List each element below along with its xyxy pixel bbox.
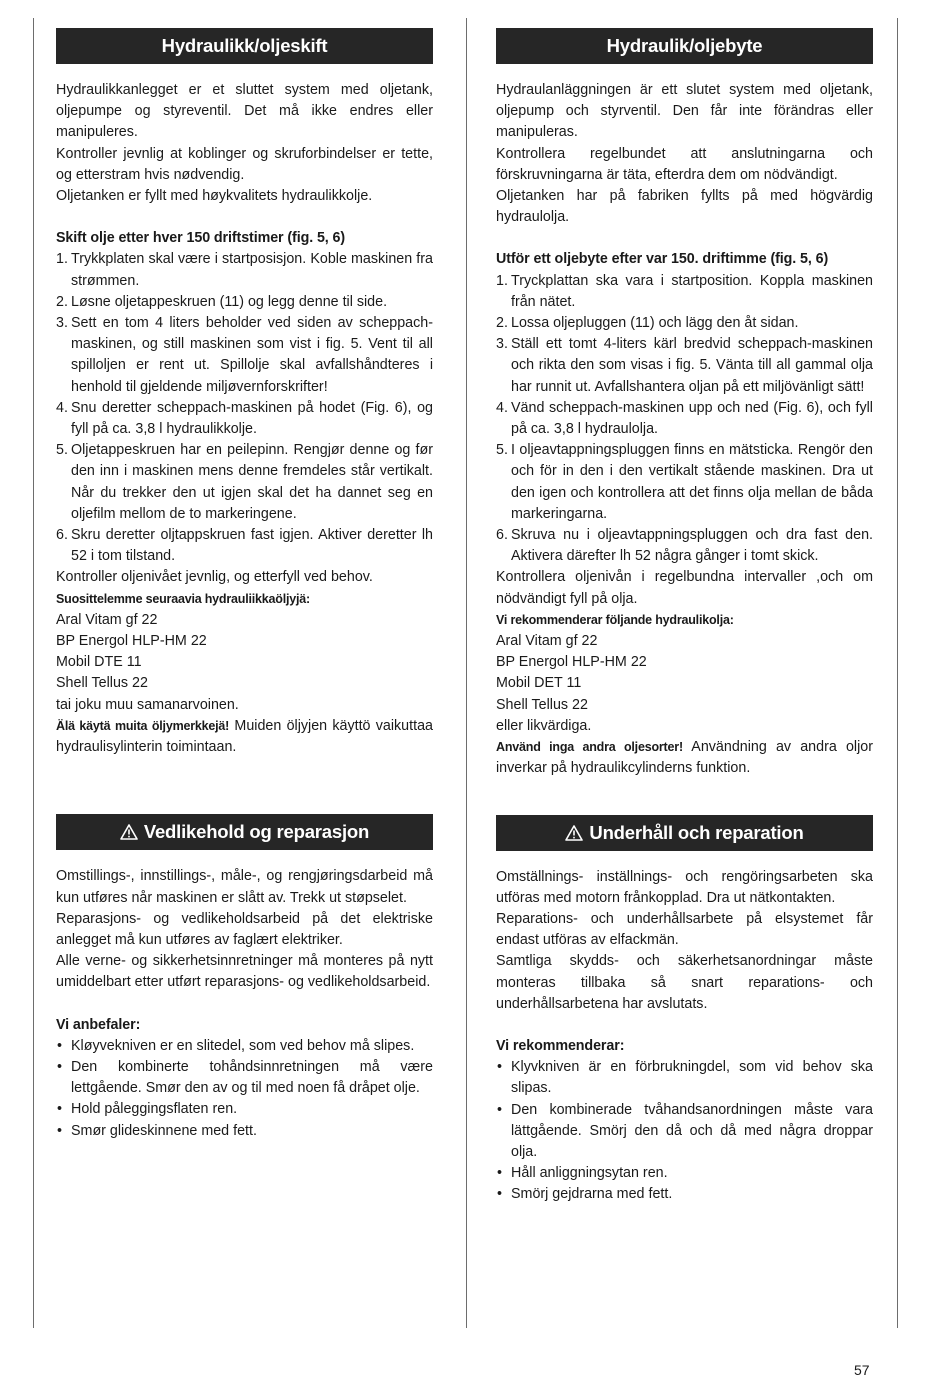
list-item: • Hold påleggingsflaten ren. [56,1099,433,1120]
section-header-vedlikehold [56,814,433,850]
oil-recommendation-label: Vi rekommenderar följande hydraulikolja: [496,612,734,627]
step-number: 4. [56,399,68,416]
step-item [496,398,873,440]
step-number: 5. [496,442,508,459]
oil-change-subheading: Skift olje etter hver 150 driftstimer (fig. 5, 6) [56,230,346,247]
intro-paragraph: Hydraulanläggningen är ett slutet system med oljetank, oljepump och styrventil. Den får inte förändras eller manipuleras. [496,82,873,141]
center-column-rule [466,18,467,1328]
list-item: • Den kombinerade tvåhandsanordningen måste vara lättgående. Smörj den då och då med några droppar olja. [496,1100,873,1164]
left-margin-rule [33,18,34,1328]
step-item [496,440,873,525]
oil-change-steps [496,271,873,568]
oil-warning-bold: Använd inga andra oljesorter! [496,740,683,755]
section-header-hydraulikk [56,28,433,64]
oil-equivalent-note: tai joku muu samanarvoinen. [56,696,239,713]
step-item [56,440,433,525]
list-item: • Kløyvekniven er en slitedel, som ved behov må slipes. [56,1036,433,1057]
step-text: Skru deretter oljtappskruen fast igjen. Aktiver deretter lh 52 i tom tilstand. [71,527,433,565]
section-header-hydraulik [496,28,873,64]
left-column [56,28,433,1142]
step-item [56,525,433,567]
step-text: Lossa oljepluggen (11) och lägg den åt sidan. [511,315,799,332]
oil-product: BP Energol HLP-HM 22 [496,654,647,671]
step-text: Trykkplaten skal være i startposisjon. Koble maskinen fra strømmen. [71,251,433,289]
oil-warning-text: Användning av andra oljor inverkar på hydraulikcylinderns funktion. [496,739,873,777]
step-number: 6. [56,527,68,544]
step-number: 1. [56,251,68,268]
oil-change-subheading: Utför ett oljebyte efter var 150. driftimme (fig. 5, 6) [496,251,829,268]
step-item [496,334,873,398]
step-text: Tryckplattan ska vara i startposition. Koppla maskinen från nätet. [511,272,873,310]
step-text: Skruva nu i oljeavtappningspluggen och dra fast den. Aktivera därefter lh 52 några gånger i tomt skick. [511,527,873,565]
section-title: Underhåll och reparation [589,821,804,843]
oil-warning-text: Muiden öljyjen käyttö vaikuttaa hydraulisylinterin toimintaan. [56,717,433,756]
intro-paragraph: Oljetanken har på fabriken fyllts på med högvärdig hydraulolja. [496,188,873,226]
oil-warning-bold: Älä käytä muita öljymerkkejä! [56,718,230,733]
section-title: Vedlikehold og reparasjon [143,821,370,843]
oil-product: Aral Vitam gf 22 [56,611,158,628]
maintenance-paragraph: Omställnings- inställnings- och rengöringsarbeten ska utföras med motorn frånkopplad. Dra ut nätkontakten. [496,868,873,906]
maintenance-paragraph: Reparasjons- og vedlikeholdsarbeid på det elektriske anlegget må kun utføres av faglært elektriker. [56,910,433,948]
oil-recommendation-label: Suosittelemme seuraavia hydrauliikkaöljyjä: [56,591,311,606]
section-title: Hydraulik/oljebyte [606,35,763,56]
step-text: Sett en tom 4 liters beholder ved siden av scheppach-maskinen, og still maskinen som vist i fig. 5. Vent til all spilloljen er rent ut. Spillolje skal avfallshåndteres i henhold til gjeldende miljøvernforskrifter! [71,315,433,395]
step-item [496,271,873,313]
step-number: 3. [496,336,508,353]
right-column [496,28,873,1206]
oil-warning [496,737,873,779]
step-item [56,398,433,440]
step-text: Oljetappeskruen har en peilepinn. Rengjør denne og før den inn i maskinen mens denne fremdeles står vertikalt. Når du trekker den ut igjen skal det ha dannet seg en oljefilm mellom de to markeringene. [71,442,433,522]
oil-change-steps [56,249,433,567]
step-item [56,249,433,291]
list-item: • Smörj gejdrarna med fett. [496,1184,873,1205]
step-number: 4. [496,399,508,416]
oil-equivalent-note: eller likvärdiga. [496,717,592,734]
warning-triangle-icon [120,824,138,840]
oil-product: Aral Vitam gf 22 [496,633,598,650]
step-number: 1. [496,272,508,289]
step-text: I oljeavtappningspluggen finns en mätsticka. Rengör den och för in den i den vertikalt stående maskinen. Dra ut den igen och kontrollera att det finns olja mellan de båda markeringarna. [511,442,873,522]
maintenance-paragraph: Reparations- och underhållsarbete på elsystemet får endast utföras av elfackmän. [496,910,873,949]
step-number: 2. [496,315,508,332]
intro-paragraph: Hydraulikkanlegget er et sluttet system med oljetank, oljepumpe og styreventil. Det må ikke endres eller manipuleres. [56,82,433,141]
recommend-subheading: Vi anbefaler: [56,1016,141,1033]
oil-product: Mobil DTE 11 [56,654,142,671]
step-number: 6. [496,527,508,544]
section-header-underhall [496,815,873,851]
list-item: • Klyvkniven är en förbrukningdel, som vid behov ska slipas. [496,1057,873,1099]
maintenance-paragraph: Omstillings-, innstillings-, måle-, og rengjøringsdarbeid må kun utføres når maskinen er slått av. Trekk ut støpselet. [56,868,433,906]
step-number: 5. [56,442,68,459]
step-text: Snu deretter scheppach-maskinen på hodet (Fig. 6), og fyll på ca. 3,8 l hydraulikkolje. [71,399,433,438]
step-text: Løsne oljetappeskruen (11) og legg denne til side. [71,293,388,310]
oil-product: BP Energol HLP-HM 22 [56,633,207,650]
after-steps-text: Kontrollera oljenivån i regelbundna intervaller ,och om nödvändigt fyll på olja. [496,569,873,607]
step-item [56,292,433,313]
intro-paragraph: Kontroller jevnlig at koblinger og skruforbindelser er tette, og etterstram hvis nødvendig. [56,145,433,183]
step-item [496,525,873,567]
recommend-list [496,1057,873,1205]
oil-product: Shell Tellus 22 [56,675,148,692]
oil-warning [56,716,433,758]
step-number: 2. [56,293,68,310]
section-title: Hydraulikk/oljeskift [161,35,328,56]
intro-paragraph: Oljetanken er fyllt med høykvalitets hydraulikkolje. [56,188,373,205]
list-item: • Smør glideskinnene med fett. [56,1121,433,1142]
oil-product: Shell Tellus 22 [496,696,588,713]
list-item: • Den kombinerte tohåndsinnretningen må være lettgående. Smør den av og til med noen få dråpet olje. [56,1057,433,1099]
step-text: Ställ ett tomt 4-liters kärl bredvid scheppach-maskinen och rikta den som visas i fig. 5. Vänta till all gammal olja har runnit ut. Avfallshantera oljan på ett miljövänligt sätt! [511,336,873,395]
after-steps-text: Kontroller oljenivået jevnlig, og etterfyll ved behov. [56,569,373,586]
step-text: Vänd scheppach-maskinen upp och ned (Fig. 6), och fyll på ca. 3,8 l hydraulolja. [511,399,873,438]
page-number: 57 [854,1362,870,1378]
recommend-subheading: Vi rekommenderar: [496,1037,625,1054]
step-item [56,313,433,398]
recommend-list [56,1036,433,1142]
step-number: 3. [56,315,68,332]
oil-product: Mobil DET 11 [496,675,582,692]
intro-paragraph: Kontrollera regelbundet att anslutningarna och förskruvningarna är täta, efterdra dem om nödvändigt. [496,145,873,183]
maintenance-paragraph: Samtliga skydds- och säkerhetsanordningar måste monteras tillbaka så snart reparations- och underhållsarbetena har avslutats. [496,953,873,1012]
maintenance-paragraph: Alle verne- og sikkerhetsinnretninger må monteres på nytt umiddelbart etter utført reparasjons- og vedlikeholdsarbeid. [56,953,433,991]
warning-triangle-icon [565,825,583,841]
right-margin-rule [897,18,898,1328]
list-item: • Håll anliggningsytan ren. [496,1163,873,1184]
step-item [496,313,873,334]
